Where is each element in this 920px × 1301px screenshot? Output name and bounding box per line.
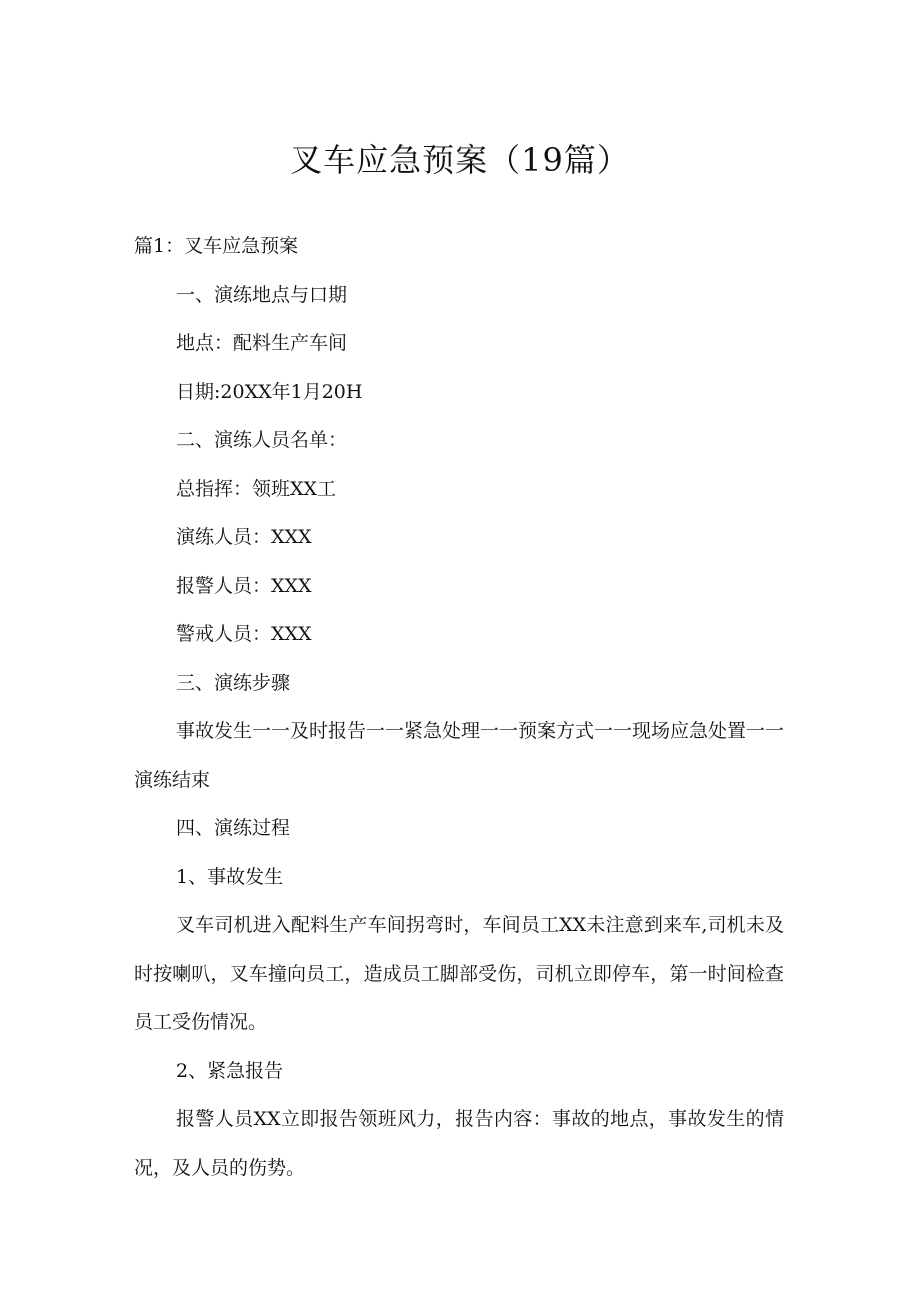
heading-accident-occurrence: 1、事故发生 (176, 865, 284, 888)
heading-drill-steps: 三、演练步骤 (176, 671, 291, 694)
emergency-report-text: 报警人员XX立即报告领班风力，报告内容：事故的地点，事故发生的情况，及人员的伤势。 (134, 1108, 784, 1179)
guard-personnel: 警戒人员：XXX (176, 623, 312, 645)
drill-personnel: 演练人员：XXX (176, 526, 312, 548)
alarm-personnel: 报警人员：XXX (176, 574, 312, 597)
section-heading: 篇1：叉车应急预案 (134, 235, 299, 257)
drill-date: 日期:20XX年1月20H (176, 380, 363, 403)
document-body (134, 222, 784, 1192)
heading-drill-process: 四、演练过程 (176, 817, 291, 839)
accident-occurrence-text: 叉车司机进入配料生产车间拐弯时，车间员工XX未注意到来车,司机未及时按喇叭，叉车撞向员工，造成员工脚部受伤，司机立即停车，第一时间检查员工受伤情况。 (134, 914, 784, 1033)
heading-personnel-list: 二、演练人员名单： (176, 429, 348, 451)
document-title: 叉车应急预案（19篇） (290, 141, 630, 179)
drill-steps-text: 事故发生一一及时报告一一紧急处理一一预案方式一一现场应急处置一一演练结束 (134, 720, 785, 791)
heading-drill-location-date: 一、演练地点与口期 (176, 283, 348, 306)
commander: 总指挥：领班XX工 (176, 477, 337, 500)
heading-emergency-report: 2、紧急报告 (176, 1059, 284, 1082)
drill-location: 地点：配料生产车间 (176, 332, 348, 354)
